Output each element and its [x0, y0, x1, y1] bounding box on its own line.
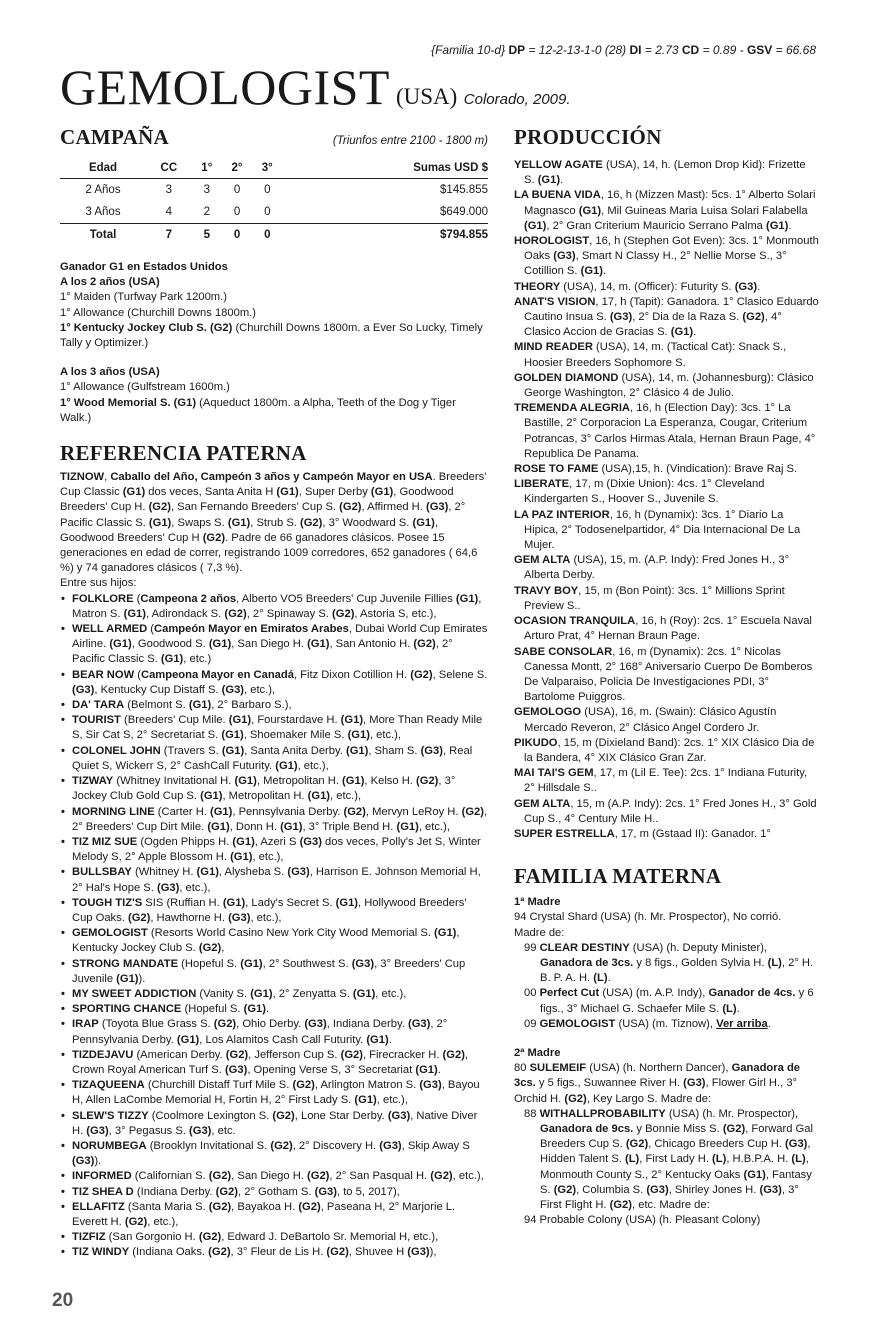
- list-item: GEM ALTA, 15, m (A.P. Indy): 2cs. 1° Fred Jones H., 3° Gold Cup S., 4° Century Mile H..: [514, 797, 817, 825]
- list-item: • INFORMED (Californian S. (G2), San Diego H. (G2), 2° San Pasqual H. (G2), etc.),: [60, 1169, 488, 1184]
- campana-note: (Triunfos entre 2100 - 1800 m): [332, 135, 488, 147]
- list-item: GEM ALTA (USA), 15, m. (A.P. Indy): Fred Jones H., 3° Alberta Derby.: [514, 554, 790, 582]
- list-item: • BULLSBAY (Whitney H. (G1), Alysheba S. (G3), Harrison E. Johnson Memorial H, 2° Hal's Hope S. (G3), etc.),: [60, 865, 488, 895]
- list-item: • GEMOLOGIST (Resorts World Casino New York City Wood Memorial S. (G1), Kentucky Jockey Club S. (G2),: [60, 926, 488, 956]
- list-item: MAI TAI'S GEM, 17, m (Lil E. Tee): 2cs. 1° Indiana Futurity, 2° Hillsdale S..: [514, 767, 808, 795]
- cell: 0: [252, 224, 282, 247]
- cell: $794.855: [282, 224, 488, 247]
- list-item: • ELLAFITZ (Santa Maria S. (G2), Bayakoa H. (G2), Paseana H, 2° Marjorie L. Everett H. (G2), etc.),: [60, 1200, 488, 1230]
- dosage-line: {Familia 10-d} DP = 12-2-13-1-0 (28) DI = 2.73 CD = 0.89 - GSV = 66.68: [431, 43, 816, 57]
- list-item: • SLEW'S TIZZY (Coolmore Lexington S. (G2), Lone Star Derby. (G3), Native Diver H. (G3), 3° Pegasus S. (G3), etc.: [60, 1109, 488, 1139]
- campana-record: Ganador G1 en Estados Unidos A los 2 años (USA) 1° Maiden (Turfway Park 1200m.) 1° Allowance (Churchill Downs 1800m.) 1° Kentucky Jockey Club S. (G2) (Churchill Downs 1800m. a Ever So Lucky, Timely Tally y Optimizer.) A los 3 años (USA) 1° Allowance (Gulfstream 1600m.) 1° Wood Memorial S. (G1) (Aqueduct 1800m. a Alpha, Teeth of the Dog y Tiger Walk.): [60, 261, 483, 424]
- list-item: • TOURIST (Breeders' Cup Mile. (G1), Fourstardave H. (G1), More Than Ready Mile S, Sir Cat S, 2° Secretariat S. (G1), Shoemaker Mile S. (G1), etc.),: [60, 713, 488, 743]
- cell: $649.000: [440, 206, 488, 218]
- cell: 3: [203, 184, 210, 196]
- list-item: • TIZAQUEENA (Churchill Distaff Turf Mile S. (G2), Arlington Matron S. (G3), Bayou H, Allen LaCombe Memorial H, Fortin H, 2° First Lady S. (G1), etc.),: [60, 1078, 488, 1108]
- col-3: 3°: [252, 160, 282, 179]
- list-item: • BEAR NOW (Campeona Mayor en Canadá, Fitz Dixon Cotillion H. (G2), Selene S. (G3), Kentucky Cup Distaff S. (G3), etc.),: [60, 668, 488, 698]
- referencia-text: TIZNOW, Caballo del Año, Campeón 3 años y Campeón Mayor en USA. Breeders' Cup Classic (G1) dos veces, Santa Anita H (G1), Super Derby (G1), Goodwood Breeders' Cup H. (G2), San Fernando Breeders' Cup S. (G2), Affirmed H. (G3), 2° Pacific Classic S. (G1), Swaps S. (G1), Strub S. (G2), 3° Woodward S. (G1), Goodwood Breeders' Cup H (G2). Padre de 66 ganadores clásicos. Posee 15 generaciones en edad de correr, registrando 1009 corredores, 652 ganadores ( 64,6 %) y 74 ganadores clásicos ( 7,3 %). Entre sus hijos:: [60, 471, 487, 590]
- campana-table: [60, 160, 488, 246]
- hijos-list: [60, 592, 488, 1261]
- list-item: GOLDEN DIAMOND (USA), 14, m. (Johannesburg): Clásico George Washington, 2° Clásico 4 de Julio.: [514, 371, 814, 400]
- cell: 4: [165, 206, 173, 218]
- list-item: YELLOW AGATE (USA), 14, h. (Lemon Drop Kid): Frizette S. (G1).: [514, 159, 806, 187]
- cell: 0: [233, 184, 241, 196]
- list-item: TRAVY BOY, 15, m (Bon Point): 3cs. 1° Millions Sprint Preview S..: [514, 584, 785, 612]
- horse-title: [60, 58, 571, 116]
- list-item: PIKUDO, 15, m (Dixieland Band): 2cs. 1° XIX Clásico Dia de la Bandera, 4° XIX Clásico Gran Zar.: [514, 736, 815, 764]
- cell: 3: [165, 184, 173, 196]
- campana-header: [60, 125, 488, 150]
- list-item: HOROLOGIST, 16, h (Stephen Got Even): 3cs. 1° Monmouth Oaks (G3), Smart N Classy H., 2° Nellie Morse S., 3° Cotillion S. (G1).: [514, 235, 819, 278]
- col-cc: CC: [146, 160, 192, 179]
- col-sumas: Sumas USD $: [282, 160, 488, 179]
- list-item: • DA' TARA (Belmont S. (G1), 2° Barbaro S.),: [60, 698, 488, 713]
- col-1: 1°: [192, 160, 222, 179]
- list-item: TREMENDA ALEGRIA, 16, h (Election Day): 3cs. 1° La Bastille, 2° Corporacion La Esperanza, Cougar, Criterium Potrancas, 3° Carlos Hirmas Atala, Hernan Braun Page, 4° Republica De Panama.: [514, 402, 816, 460]
- list-item: • SPORTING CHANCE (Hopeful S. (G1).: [60, 1002, 488, 1017]
- list-item: ANAT'S VISION, 17, h (Tapit): Ganadora. 1° Clasico Eduardo Cautino Insua S. (G3), 2° Dia de la Raza S. (G2), 4° Clasico Accion de Gracias S. (G1).: [514, 295, 819, 339]
- col-2: 2°: [222, 160, 252, 179]
- list-item: OCASION TRANQUILA, 16, h (Roy): 2cs. 1° Escuela Naval Arturo Prat, 4° Hernan Braun Page.: [514, 615, 812, 643]
- cell: Total: [60, 224, 146, 247]
- list-item: GEMOLOGO (USA), 16, m. (Swain): Clásico Agustín Mercado Reveron, 2° Clásico Angel Cordero Jr.: [514, 706, 777, 734]
- table-row: [60, 179, 488, 202]
- list-item: SUPER ESTRELLA, 17, m (Gstaad II): Ganador. 1°: [514, 827, 771, 840]
- list-item: • STRONG MANDATE (Hopeful S. (G1), 2° Southwest S. (G3), 3° Breeders' Cup Juvenile (G1)).: [60, 957, 488, 987]
- cell: $145.855: [440, 184, 488, 196]
- cell: 3 Años: [85, 206, 121, 218]
- familia-title: FAMILIA MATERNA: [514, 864, 722, 889]
- list-item: SABE CONSOLAR, 16, m (Dynamix): 2cs. 1° Nicolas Canessa Montt, 2° 168° Aniversario Cuerpo De Bomberos De Valparaiso, Policia De Investigaciones PDI, 3° Bartolome Puiggros.: [514, 645, 813, 704]
- list-item: • TIZDEJAVU (American Derby. (G2), Jefferson Cup S. (G2), Firecracker H. (G2), Crown Royal American Turf S. (G3), Opening Verse S, 3° Secretariat (G1).: [60, 1048, 488, 1078]
- cell: 2: [203, 206, 210, 218]
- table-row: [60, 201, 488, 224]
- list-item: • FOLKLORE (Campeona 2 años, Alberto VO5 Breeders' Cup Juvenile Fillies (G1), Matron S. (G1), Adirondack S. (G2), 2° Spinaway S. (G2), Astoria S, etc.),: [60, 592, 488, 622]
- list-item: • MY SWEET ADDICTION (Vanity S. (G1), 2° Zenyatta S. (G1), etc.),: [60, 987, 488, 1002]
- cell: 5: [192, 224, 222, 247]
- list-item: THEORY (USA), 14, m. (Officer): Futurity S. (G3).: [514, 280, 761, 293]
- list-item: • TIZFIZ (San Gorgonio H. (G2), Edward J. DeBartolo Sr. Memorial H, etc.),: [60, 1230, 488, 1245]
- cell: 2 Años: [85, 184, 121, 196]
- familia-text: 1ª Madre 94 Crystal Shard (USA) (h. Mr. Prospector), No corrió. Madre de: 99 CLEAR DESTINY (USA) (h. Deputy Minister), Ganadora de 3cs. y 8 figs., Golden Sylvia H. (L), 2° H. B. P. A. H. (L). 00 Perfect Cut (USA) (m. A.P. Indy), Ganador de 4cs. y 6 figs., 3° Michael G. Schaefer Mile S. (L). 09 GEMOLOGIST (USA) (m. Tiznow), Ver arriba. 2ª Madre 80 SULEMEIF (USA) (h. Northern Dancer), Ganadora de 3cs. y 5 figs., Suwannee River H. (G3), Flower Girl H., 3° Orchid H. (G2), Key Largo S. Madre de: 88 WITHALLPROBABILITY (USA) (h. Mr. Prospector), Ganadora de 9cs. y Bonnie Miss S. (G2), Forward Gal Breeders Cup S. (G2), Chicago Breeders Cup H. (G3), Hidden Talent S. (L), First Lady H. (L), H.B.P.A. H. (L), Monmouth County S., 2° Kentucky Oaks (G1), Fantasy S. (G2), Columbia S. (G3), Shirley Jones H. (G3), 3° First Flight H. (G2), etc. Madre de: 94 Probable Colony (USA) (h. Pleasant Colony): [514, 896, 814, 1227]
- list-item: • COLONEL JOHN (Travers S. (G1), Santa Anita Derby. (G1), Sham S. (G3), Real Quiet S, Wickerr S, 2° CashCall Futurity. (G1), etc.),: [60, 744, 488, 774]
- list-item: • TIZWAY (Whitney Invitational H. (G1), Metropolitan H. (G1), Kelso H. (G2), 3° Jockey Club Gold Cup S. (G1), Metropolitan H. (G1), etc.),: [60, 774, 488, 804]
- right-column: [514, 125, 819, 1228]
- cell: 0: [222, 224, 252, 247]
- cell: 0: [264, 184, 271, 196]
- left-column: [60, 125, 488, 1261]
- list-item: • TOUGH TIZ'S SIS (Ruffian H. (G1), Lady's Secret S. (G1), Hollywood Breeders' Cup Oaks. (G2), Hawthorne H. (G3), etc.),: [60, 896, 488, 926]
- list-item: • NORUMBEGA (Brooklyn Invitational S. (G2), 2° Discovery H. (G3), Skip Away S (G3)).: [60, 1139, 488, 1169]
- cell: 7: [146, 224, 192, 247]
- page-number: 20: [52, 1290, 74, 1311]
- list-item: LIBERATE, 17, m (Dixie Union): 4cs. 1° Cleveland Kindergarten S., Hoover S., Juvenile S.: [514, 478, 765, 506]
- horse-origin: Colorado, 2009.: [463, 91, 571, 108]
- list-item: • TIZ SHEA D (Indiana Derby. (G2), 2° Gotham S. (G3), to 5, 2017),: [60, 1185, 488, 1200]
- horse-name: GEMOLOGIST: [60, 59, 390, 115]
- list-item: MIND READER (USA), 14, m. (Tactical Cat): Snack S., Hoosier Breeders Sophomore S.: [514, 341, 787, 369]
- list-item: • MORNING LINE (Carter H. (G1), Pennsylvania Derby. (G2), Mervyn LeRoy H. (G2), 2° Breeders' Cup Dirt Mile. (G1), Donn H. (G1), 3° Triple Bend H. (G1), etc.),: [60, 805, 488, 835]
- list-item: LA BUENA VIDA, 16, h (Mizzen Mast): 5cs. 1° Alberto Solari Magnasco (G1), Mil Guineas Maria Luisa Solari Falabella (G1), 2° Gran Criterium Mauricio Serrano Palma (G1).: [514, 189, 816, 232]
- list-item: • WELL ARMED (Campeón Mayor en Emiratos Arabes, Dubai World Cup Emirates Airline. (G1), Goodwood S. (G1), San Diego H. (G1), San Antonio H. (G2), 2° Pacific Classic S. (G1), etc.): [60, 622, 488, 668]
- produccion-title: PRODUCCIÓN: [514, 125, 662, 149]
- col-edad: Edad: [60, 160, 146, 179]
- produccion-list: [514, 158, 819, 842]
- campana-title: CAMPAÑA: [60, 125, 170, 149]
- list-item: • IRAP (Toyota Blue Grass S. (G2), Ohio Derby. (G3), Indiana Derby. (G3), 2° Pennsylvania Derby. (G1), Los Alamitos Cash Call Futurity. (G1).: [60, 1017, 488, 1047]
- cell: 0: [264, 206, 271, 218]
- referencia-title: REFERENCIA PATERNA: [60, 441, 307, 466]
- horse-country: (USA): [395, 84, 458, 109]
- list-item: • TIZ MIZ SUE (Ogden Phipps H. (G1), Azeri S (G3) dos veces, Polly's Jet S, Winter Melody S, 2° Apple Blossom H. (G1), etc.),: [60, 835, 488, 865]
- table-row-total: [60, 224, 488, 247]
- list-item: ROSE TO FAME (USA),15, h. (Vindication): Brave Raj S.: [514, 463, 798, 476]
- cell: 0: [233, 206, 241, 218]
- list-item: LA PAZ INTERIOR, 16, h (Dynamix): 3cs. 1° Diario La Hipica, 2° Todosenelpartidor, 4° Dia Internacional De La Mujer.: [514, 508, 801, 552]
- list-item: • TIZ WINDY (Indiana Oaks. (G2), 3° Fleur de Lis H. (G2), Shuvee H (G3)),: [60, 1245, 488, 1260]
